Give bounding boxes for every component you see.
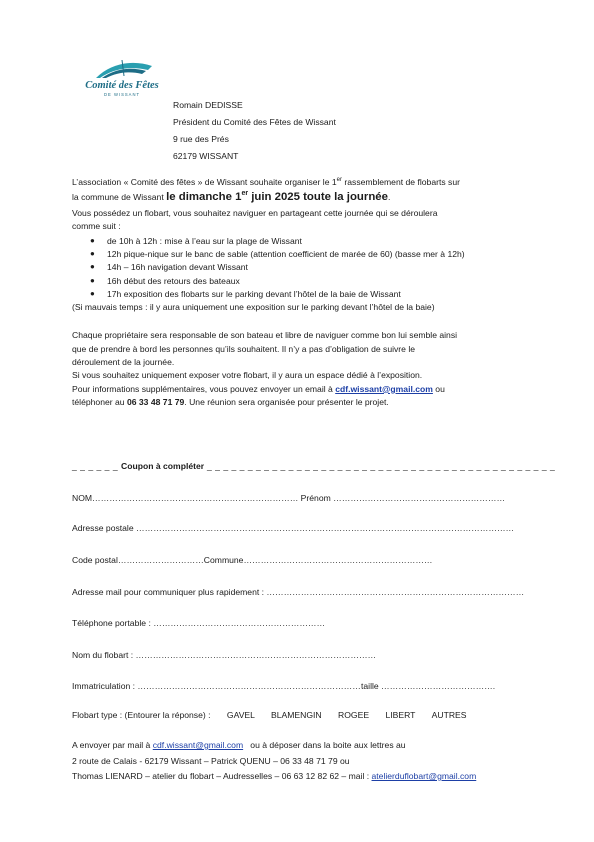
footer-line-1: A envoyer par mail à cdf.wissant@gmail.com ou à déposer dans la boite aux lettres au [72, 740, 406, 750]
atelier-email-link[interactable]: atelierduflobart@gmail.com [371, 771, 477, 781]
bullet-icon: ● [90, 248, 95, 258]
letter-body [72, 176, 532, 409]
footer-block [72, 738, 476, 785]
sender-city: 62179 WISSANT [173, 151, 239, 161]
footer-line-3: Thomas LIENARD – atelier du flobart – Audresselles – 06 63 12 82 62 – mail : atelierduflobart@gmail.com [72, 771, 477, 781]
intro-line-4: comme suit : [72, 221, 121, 232]
list-item: ● 17h exposition des flobarts sur le parking devant l’hôtel de la baie de Wissant [90, 288, 401, 299]
address-field: Adresse postale …………………………………………………………………………………………………………………… [72, 523, 515, 533]
bullet-icon: ● [90, 262, 95, 272]
bullet-icon: ● [90, 288, 95, 298]
footer-email-link[interactable]: cdf.wissant@gmail.com [152, 740, 244, 750]
boat-sail-icon [82, 58, 162, 80]
postal-code-field: Code postal…………………………Commune………………………………………………………… [72, 555, 433, 565]
contact-email-link[interactable]: cdf.wissant@gmail.com [335, 383, 433, 394]
intro-line-3: Vous possédez un flobart, vous souhaitez naviguer en partageant cette journée qui se déroulera [72, 207, 438, 218]
intro-line-1: L’association « Comité des fêtes » de Wissant souhaite organiser le 1er rassemblement de flobarts sur [72, 177, 460, 187]
intro-line-2: la commune de Wissant le dimanche 1er juin 2025 toute la journée. [72, 190, 391, 204]
flobart-type-label: Flobart type : (Entourer la réponse) : [72, 710, 211, 720]
list-item: ● 14h – 16h navigation devant Wissant [90, 262, 248, 273]
event-date: le dimanche 1er juin 2025 toute la journée [166, 190, 388, 204]
logo-title: Comité des Fêtes [85, 80, 159, 91]
list-item: ● 16h début des retours des bateaux [90, 275, 240, 286]
comite-logo [82, 58, 162, 102]
para2-line-6: téléphoner au 06 33 48 71 79. Une réunion sera organisée pour présenter le projet. [72, 397, 389, 408]
schedule-list [72, 235, 532, 302]
para2-line-1: Chaque propriétaire sera responsable de son bateau et libre de naviguer comme bon lui semble ainsi [72, 330, 458, 341]
bad-weather-note: (Si mauvais temps : il y aura uniquement une exposition sur le parking devant l’hôtel de la baie) [72, 302, 435, 313]
sender-role: Président du Comité des Fêtes de Wissant [173, 117, 336, 127]
coupon-title: Coupon à compléter [121, 461, 205, 471]
para2-line-2: que de prendre à bord les personnes qu’ils souhaitent. Il n’y a pas d’obligation de suivre le [72, 343, 416, 354]
type-option-libert: LIBERT [385, 710, 416, 720]
bullet-icon: ● [90, 235, 95, 245]
sender-name: Romain DEDISSE [173, 100, 243, 110]
logo-subtitle: DE WISSANT [103, 92, 141, 97]
bullet-icon: ● [90, 275, 95, 285]
email-field: Adresse mail pour communiquer plus rapidement : ……………………………………………………………………………… [72, 587, 525, 597]
sender-street: 9 rue des Prés [173, 134, 229, 144]
para2-line-3: déroulement de la journée. [72, 357, 175, 368]
para2-line-4: Si vous souhaitez uniquement exposer votre flobart, il y aura un espace dédié à l’exposition. [72, 370, 423, 381]
registration-field: Immatriculation : …………………………………………………………………… [72, 681, 361, 691]
phone-field: Téléphone portable : …………………………………………………… [72, 618, 326, 628]
type-option-autres: AUTRES [431, 710, 467, 720]
footer-line-2: 2 route de Calais - 62179 Wissant – Patrick QUENU – 06 33 48 71 79 ou [72, 755, 350, 766]
flobart-name-field: Nom du flobart : ………………………………………………………………………… [72, 650, 377, 660]
name-field: NOM……………………………………………………………… Prénom …………………………………………………… [72, 493, 506, 503]
type-option-blamengin: BLAMENGIN [271, 710, 322, 720]
list-item: ● de 10h à 12h : mise à l’eau sur la plage de Wissant [90, 235, 302, 246]
coupon-heading: _ _ _ _ _ _ Coupon à compléter _ _ _ _ _ _ _ _ _ _ _ _ _ _ _ _ _ _ _ _ _ _ _ _ _ _ _ _ _ _ _ _ _ _ _ _ _ _ _ _ _ _ _ [72, 461, 556, 471]
sender-block [173, 97, 336, 165]
flobart-type-field [72, 709, 467, 722]
type-option-gavel: GAVEL [226, 710, 255, 720]
size-field: taille …………………………………. [361, 681, 496, 691]
contact-phone: 06 33 48 71 79 [126, 397, 185, 408]
list-item: ● 12h pique-nique sur le banc de sable (attention coefficient de marée de 60) (basse mer à 12h) [90, 248, 465, 259]
para2-line-5: Pour informations supplémentaires, vous pouvez envoyer un email à cdf.wissant@gmail.com ou [72, 383, 445, 394]
type-option-rogee: ROGEE [338, 710, 370, 720]
